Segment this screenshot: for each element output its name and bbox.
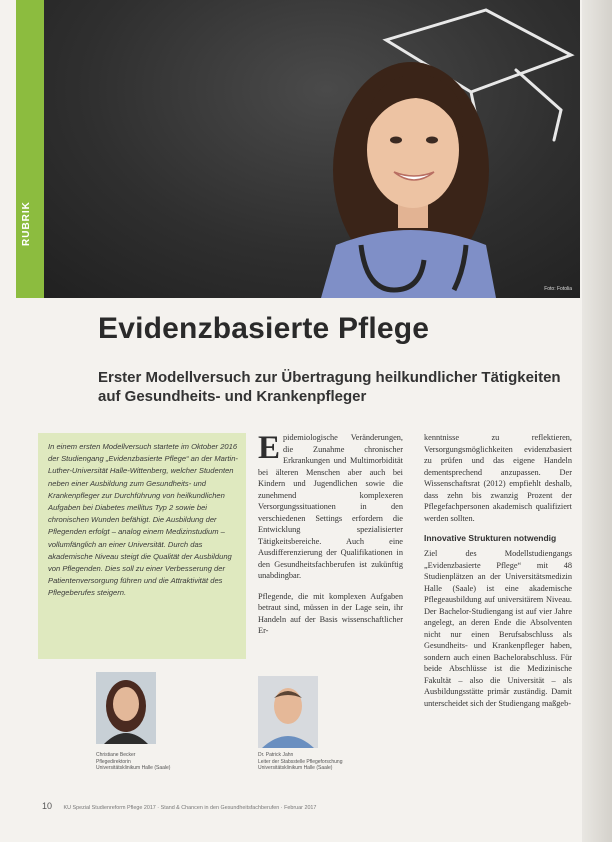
paragraph-text: pidemiologische Veränderungen, die Zunahme chronischer Erkrankungen und Multimorbidität bei älteren Menschen aber auch bei Kindern und Jugendlichen sowie die zunehmend komplexeren Versorgungssituationen in den verschiedenen Settings erfordern die Entwicklung spezialisierter Tätigkeitsbereiche. Auch eine Ausdifferenzierung der Qualifikationen in den Gesundheitsfachberufen ist zukünftig unabdingbar.	[258, 433, 403, 580]
caption-becker: Christiane Becker Pflegedirektorin Universitätsklinikum Halle (Saale)	[96, 752, 171, 772]
paragraph	[258, 432, 403, 582]
section-heading: Innovative Strukturen notwendig	[424, 533, 557, 543]
paragraph: Pflegende, die mit komplexen Aufgaben betraut sind, müssen in der Lage sein, ihr Handeln auf der Basis wissenschaftlicher Er-	[258, 591, 403, 635]
portrait-patrick-jahn	[258, 676, 318, 748]
paragraph: kenntnisse zu reflektieren, Versorgungsmöglichkeiten evidenzbasiert zu prüfen und das eigene Handeln dementsprechend anzupassen. Der Wissenschaftsrat (2012) empfiehlt deshalb, dass zehn bis zwanzig Prozent der Pflegefachpersonen akademisch qualifiziert werden sollten.	[424, 433, 572, 523]
body-column-right	[424, 432, 572, 718]
article-subtitle: Erster Modellversuch zur Übertragung heilkundlicher Tätigkeiten auf Gesundheits- und Krankenpfleger	[98, 369, 561, 405]
page-number: 10	[42, 801, 53, 811]
portrait-image	[258, 676, 318, 748]
page-footer	[42, 801, 582, 811]
rubrik-label: RUBRIK	[21, 201, 32, 246]
portrait-christiane-becker	[96, 672, 156, 744]
caption-jahn: Dr. Patrick Jahn Leiter der Stabsstelle Pflegeforschung Universitätsklinikum Halle (Saale)	[258, 752, 343, 772]
page-edge	[582, 0, 612, 842]
intro-box	[38, 433, 246, 659]
footer-text: KU Spezial Studienreform Pflege 2017 · Stand & Chancen in den Gesundheitsfachberufen · Februar 2017	[63, 805, 317, 811]
rubrik-bar	[16, 0, 44, 298]
student-nurse-photo	[16, 0, 580, 298]
article-title: Evidenzbasierte Pflege	[98, 312, 430, 345]
photo-credit: Foto: Fotolia	[544, 286, 572, 292]
dropcap: E	[258, 430, 281, 466]
body-column-middle	[258, 432, 403, 646]
intro-text: In einem ersten Modellversuch startete im Oktober 2016 der Studiengang „Evidenzbasierte Pflege“ an der Martin-Luther-Universität Halle-Wittenberg, welcher Studenten neben einer Ausbildung zum Gesundheits- und Krankenpfleger zur Durchführung von heilkundlichen Aufgaben bei Diabetes mellitus Typ 2 sowie bei chronischen Wunden befähigt. Die Ausbildung der Pflegenden erfolgt – analog einem Medizinstudium – vollumfänglich an einer Universität. Durch das akademische Niveau steigt die Qualität der Ausbildung von Pflegenden. Dies soll zu einer Verbesserung der Patientenversorgung führen und die Attraktivität des Pflegeberufes steigern.	[48, 442, 238, 598]
header-photo	[16, 0, 580, 298]
paragraph: Ziel des Modellstudiengangs „Evidenzbasierte Pflege“ mit 48 Studienplätzen an der Universitätsmedizin Halle (Saale) ist eine akademische Pflegeausbildung auf universitärem Niveau. Der Bachelor-Studiengang ist auf vier Jahre angelegt, an deren Ende die Absolventen nicht nur einen Berufsabschluss als Gesundheits- und Krankenpfleger haben, sondern auch einen Bachelorabschluss. Für beide Abschlüsse ist die Medizinische Fakultät – also die Universität – als Ausbildungsstätte primär zuständig. Damit unterscheidet sich der Studiengang maßgeb-	[424, 549, 572, 708]
portrait-image	[96, 672, 156, 744]
